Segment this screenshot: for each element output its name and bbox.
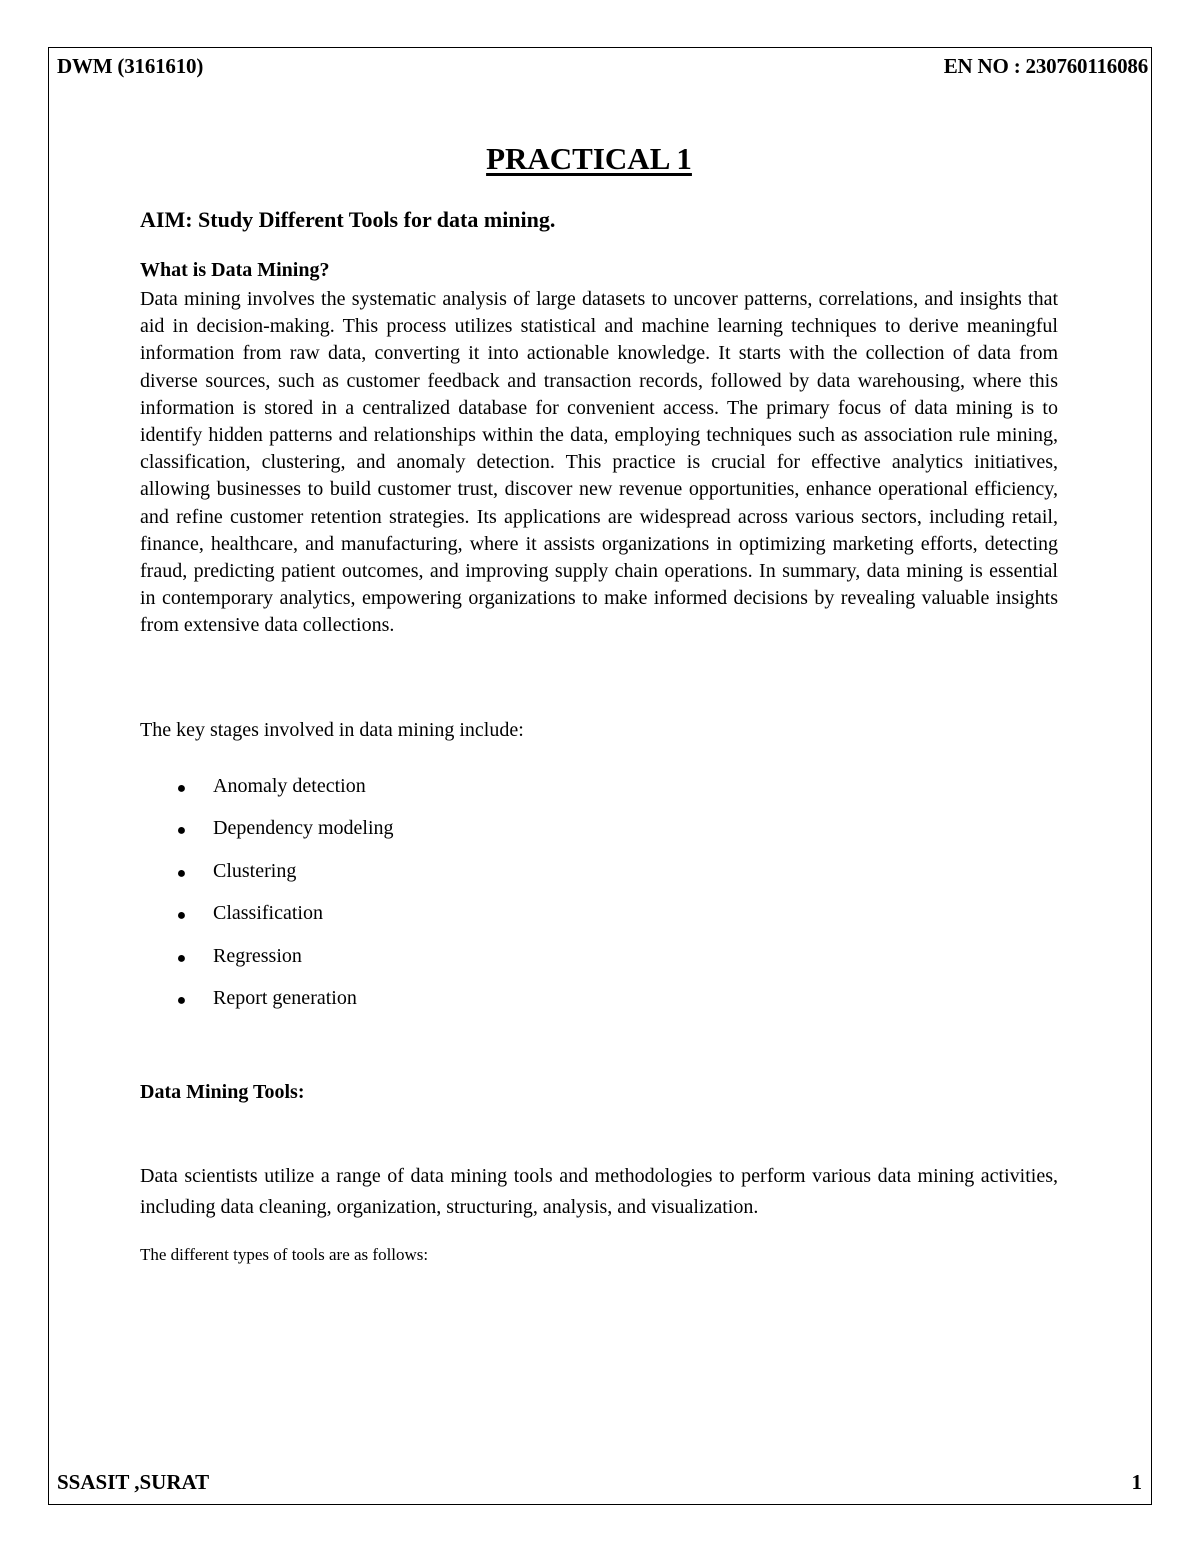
list-item-label: Dependency modeling — [213, 817, 394, 840]
list-item — [140, 902, 394, 944]
intro-paragraph: Data mining involves the systematic analysis of large datasets to uncover patterns, correlations, and insights that aid in decision-making. This process utilizes statistical and machine learning techniques to derive meaningful information from raw data, converting it into actionable knowledge. It starts with the collection of data from diverse sources, such as customer feedback and transaction records, followed by data warehousing, where this information is stored in a centralized database for convenient access. The primary focus of data mining is to identify hidden patterns and relationships within the data, employing techniques such as association rule mining, classification, clustering, and anomaly detection. This practice is crucial for effective analytics initiatives, allowing businesses to build customer trust, discover new revenue opportunities, enhance operational efficiency, and refine customer retention strategies. Its applications are widespread across various sectors, including retail, finance, healthcare, and manufacturing, where it assists organizations in optimizing marketing efforts, detecting fraud, predicting patient outcomes, and improving supply chain operations. In summary, data mining is essential in contemporary analytics, empowering organizations to make informed decisions by revealing valuable insights from extensive data collections. — [140, 288, 1058, 637]
stages-intro: The key stages involved in data mining include: — [140, 719, 524, 741]
page-title: PRACTICAL 1 — [486, 141, 692, 176]
list-item — [140, 817, 394, 859]
bullet-icon: ● — [176, 991, 187, 1009]
page-number: 1 — [1131, 1470, 1142, 1494]
list-item-label: Regression — [213, 944, 302, 967]
tools-followup-text: The different types of tools are as follows: — [140, 1245, 429, 1264]
bullet-icon: ● — [176, 780, 187, 797]
list-item-label: Anomaly detection — [213, 775, 366, 797]
bullet-icon: ● — [176, 907, 187, 925]
list-item-label: Report generation — [213, 986, 357, 1009]
course-code-header: DWM (3161610) — [57, 54, 204, 78]
tools-heading: Data Mining Tools: — [140, 1081, 305, 1103]
bullet-icon: ● — [176, 949, 187, 967]
aim-statement: AIM: Study Different Tools for data mining. — [140, 207, 556, 232]
enrollment-number-header: EN NO : 230760116086 — [943, 54, 1148, 78]
list-item — [140, 860, 394, 902]
tools-paragraph: Data scientists utilize a range of data mining tools and methodologies to perform various data mining activities, including data cleaning, organization, structuring, analysis, and visualization. — [140, 1165, 1058, 1218]
list-item-label: Classification — [213, 902, 323, 925]
list-item — [140, 945, 394, 987]
bullet-icon: ● — [176, 822, 187, 840]
list-item-label: Clustering — [213, 859, 297, 882]
list-item — [140, 987, 394, 1029]
stage-list — [140, 775, 394, 1029]
list-item — [140, 775, 394, 817]
what-is-heading: What is Data Mining? — [140, 259, 330, 281]
institute-footer: SSASIT ,SURAT — [57, 1470, 210, 1494]
bullet-icon: ● — [176, 864, 187, 882]
